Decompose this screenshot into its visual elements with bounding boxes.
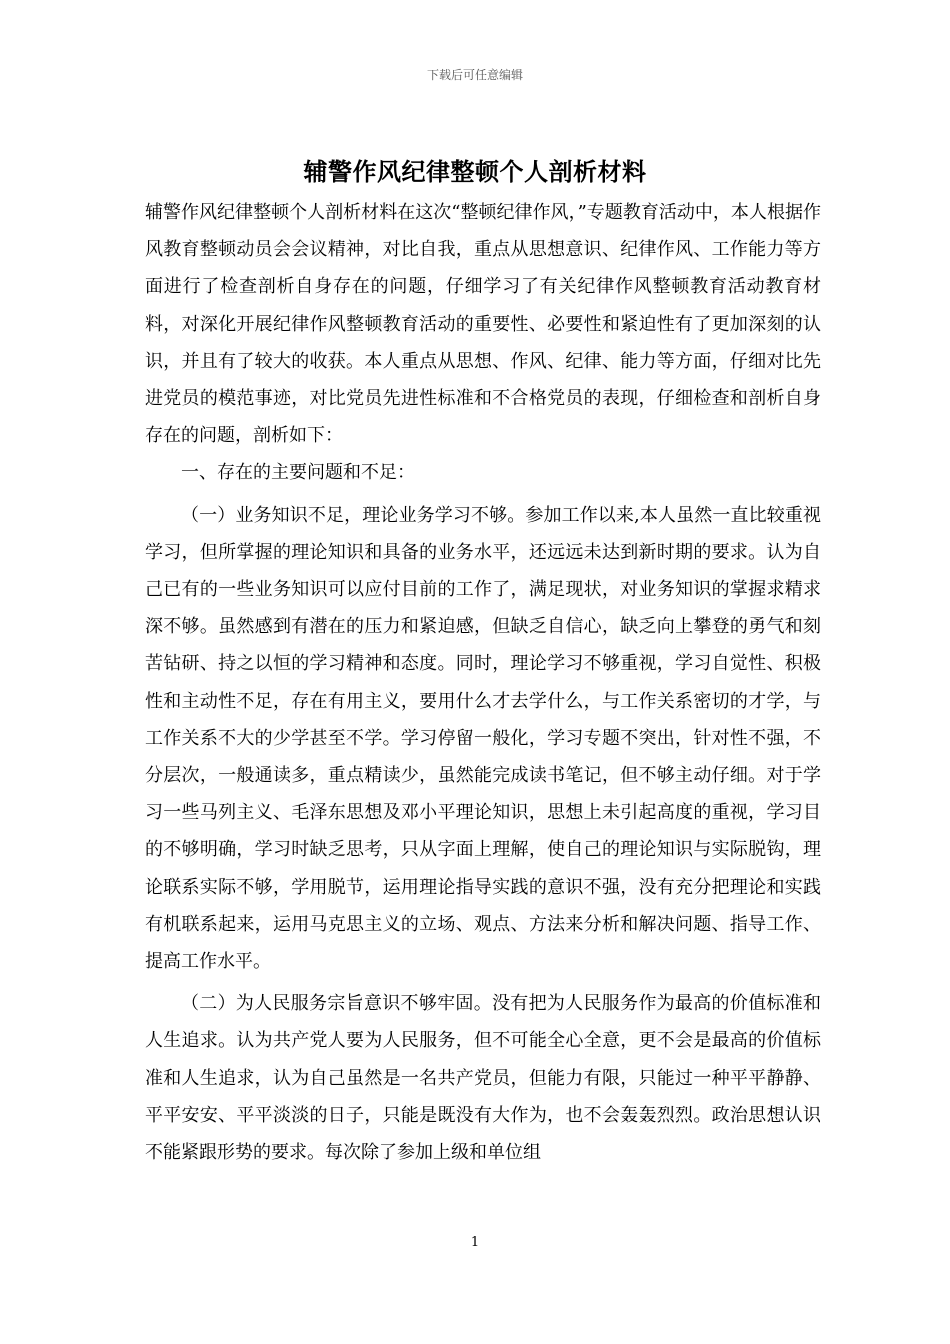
document-body xyxy=(145,194,821,1171)
page-number: 1 xyxy=(470,1235,480,1250)
document-title: 辅警作风纪律整顿个人剖析材料 xyxy=(303,158,647,186)
section-heading: 一、存在的主要问题和不足： xyxy=(181,462,415,484)
intro-paragraph: 辅警作风纪律整顿个人剖析材料在这次“整顿纪律作风，”专题教育活动中，本人根据作风教育整顿动员会会议精神，对比自我，重点从思想意识、纪律作风、工作能力等方面进行了检查剖析自身存在的问题，仔细学习了有关纪律作风整顿教育活动教育材料，对深化开展纪律作风整顿教育活动的重要性、必要性和紧迫性有了更加深刻的认识，并且有了较大的收获。本人重点从思想、作风、纪律、能力等方面，仔细对比先进党员的模范事迹，对比党员先进性标准和不合格党员的表现，仔细检查和剖析自身存在的问题，剖析如下： xyxy=(145,202,821,447)
issue-paragraph-2: （二）为人民服务宗旨意识不够牢固。没有把为人民服务作为最高的价值标准和人生追求。认为共产党人要为人民服务，但不可能全心全意，更不会是最高的价值标准和人生追求，认为自己虽然是一名共产党员，但能力有限，只能过一种平平静静、平平安安、平平淡淡的日子，只能是既没有大作为，也不会轰轰烈烈。政治思想认识不能紧跟形势的要求。每次除了参加上级和单位组 xyxy=(145,993,821,1164)
issue-paragraph-1: （一）业务知识不足，理论业务学习不够。参加工作以来,本人虽然一直比较重视学习，但所掌握的理论知识和具备的业务水平，还远远未达到新时期的要求。认为自己已有的一些业务知识可以应付目前的工作了，满足现状，对业务知识的掌握求精求深不够。虽然感到有潜在的压力和紧迫感，但缺乏自信心，缺乏向上攀登的勇气和刻苦钻研、持之以恒的学习精神和态度。同时，理论学习不够重视，学习自觉性、积极性和主动性不足，存在有用主义，要用什么才去学什么，与工作关系密切的才学，与工作关系不大的少学甚至不学。学习停留一般化，学习专题不突出，针对性不强，不分层次，一般通读多，重点精读少，虽然能完成读书笔记，但不够主动仔细。对于学习一些马列主义、毛泽东思想及邓小平理论知识，思想上未引起高度的重视，学习目的不够明确，学习时缺乏思考，只从字面上理解，使自己的理论知识与实际脱钩，理论联系实际不够，学用脱节，运用理论指导实践的意识不强，没有充分把理论和实践有机联系起来，运用马克思主义的立场、观点、方法来分析和解决问题、指导工作、提高工作水平。 xyxy=(145,504,821,973)
page-header-note: 下载后可任意编辑 xyxy=(426,68,523,82)
